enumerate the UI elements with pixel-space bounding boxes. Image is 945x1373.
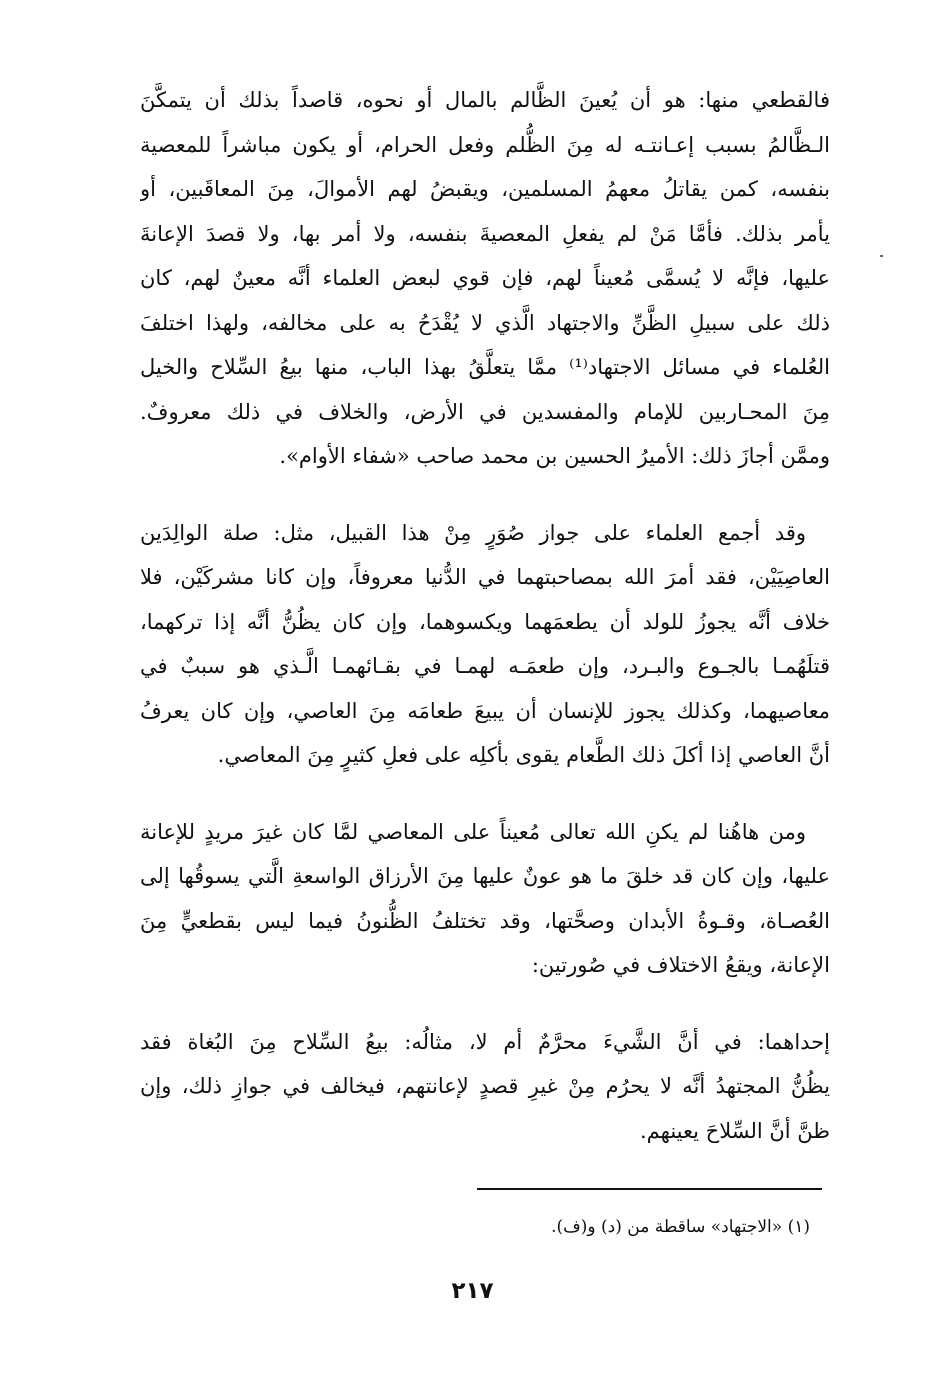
text-line: عليها، فإنَّه لا يُسمَّى مُعيناً لهم، فإن قوي لبعض العلماء أنَّه معينٌ لهم، كان [140,266,830,290]
text-line: ومن هاهُنا لم يكنِ الله تعالى مُعيناً على المعاصي لمَّا كان غيرَ مريدٍ للإعانة [140,819,806,844]
text-line: ظنَّ أنَّ السِّلاحَ يعينهم. [639,1118,830,1143]
text-line: فالقطعي منها: هو أن يُعينَ الظَّالم بالمال أو نحوه، قاصداً بذلك أن يتمكَّنَ [140,88,830,112]
footnote-separator [477,1188,822,1190]
paragraph-gap [140,988,830,1020]
footnote: (١) «الاجتهاد» ساقطة من (د) و(ف). [551,1217,810,1237]
text-line: مِنَ المحـاربين للإمام والمفسدين في الأرض، والخلاف في ذلك معروفٌ. [140,399,830,424]
text-line: وممَّن أجازَ ذلك: الأميرُ الحسين بن محمد صاحب «شفاء الأوام». [279,444,830,468]
margin-mark [880,255,883,257]
text-line: العُصـاة، وقـوةُ الأبدان وصحَّتها، وقد تختلفُ الظُّنونُ فيما ليس بقطعيٍّ مِنَ [140,908,830,933]
paragraph-1 [140,78,830,479]
page-number: ٢١٧ [451,1278,494,1304]
text-line: يظُنُّ المجتهدُ أنَّه لا يحرُم مِنْ غيرِ قصدٍ لإعانتهم، فيخالف في جوازِ ذلك، وإن [140,1074,830,1098]
paragraph-2 [140,511,830,778]
text-line: معاصيهما، وكذلك يجوز للإنسان أن يبيعَ طعامَه مِنَ العاصي، وإن كان يعرفُ [140,698,830,723]
text-line: عليها، وإن كان قد خلقَ ما هو عونٌ عليها مِنَ الأرزاق الواسعةِ الَّتي يسوقُها إلى [140,864,830,888]
text-line: إحداهما: في أنَّ الشَّيءَ محرَّمٌ أم لا، مثالُه: بيعُ السِّلاح مِنَ البُغاة فقد [140,1029,830,1054]
text-line: أنَّ العاصي إذا أكلَ ذلك الطَّعام يقوى بأكلِه على فعلِ كثيرٍ مِنَ المعاصي. [217,743,830,767]
text-line: وقد أجمع العلماء على جواز صُوَرٍ مِنْ هذا القبيل، مثل: صلة الوالِدَين [140,520,806,545]
text-line: قتلَهُمـا بالجـوع والبـرد، وإن طعمَـه لهمـا في بقـائهمـا الَّـذي هو سببٌ في [140,654,830,678]
text-line: العاصِيَيْن، فقد أمرَ الله بمصاحبتهما في الدُّنيا معروفاً، وإن كانا مشركَيْن، فلا [140,565,830,589]
text-line: العُلماء في مسائل الاجتهاد⁽¹⁾ ممَّا يتعلَّقُ بهذا الباب، منها بيعُ السِّلاح والخيل [140,355,830,379]
text-line: الإعانة، ويقعُ الاختلاف في صُورتين: [531,953,830,977]
main-text [140,78,830,1153]
paragraph-gap [140,778,830,810]
text-line: الـظَّالمُ بسبب إعـانتـه له مِنَ الظُّلم وفعل الحرام، أو يكون مباشراً للمعصية [140,132,830,157]
paragraph-4 [140,1020,830,1154]
text-line: ذلك على سبيلِ الظَّنِّ والاجتهاد الَّذي لا يُقْدَحُ به على مخالفه، ولهذا اختلفَ [140,310,830,335]
text-line: خلاف أنَّه يجوزُ للولد أن يطعمَهما ويكسوهما، وإن كان يظُنُّ أنَّه إذا تركهما، [140,609,830,634]
text-line: يأمر بذلك. فأمَّا مَنْ لم يفعلِ المعصيةَ بنفسه، ولا أمر بها، ولا قصدَ الإعانةَ [140,221,830,246]
text-line: بنفسه، كمن يقاتلُ معهمُ المسلمين، ويقبضُ لهم الأموالَ، مِنَ المعاقَبين، أو [140,177,830,201]
paragraph-gap [140,479,830,511]
paragraph-3 [140,810,830,988]
